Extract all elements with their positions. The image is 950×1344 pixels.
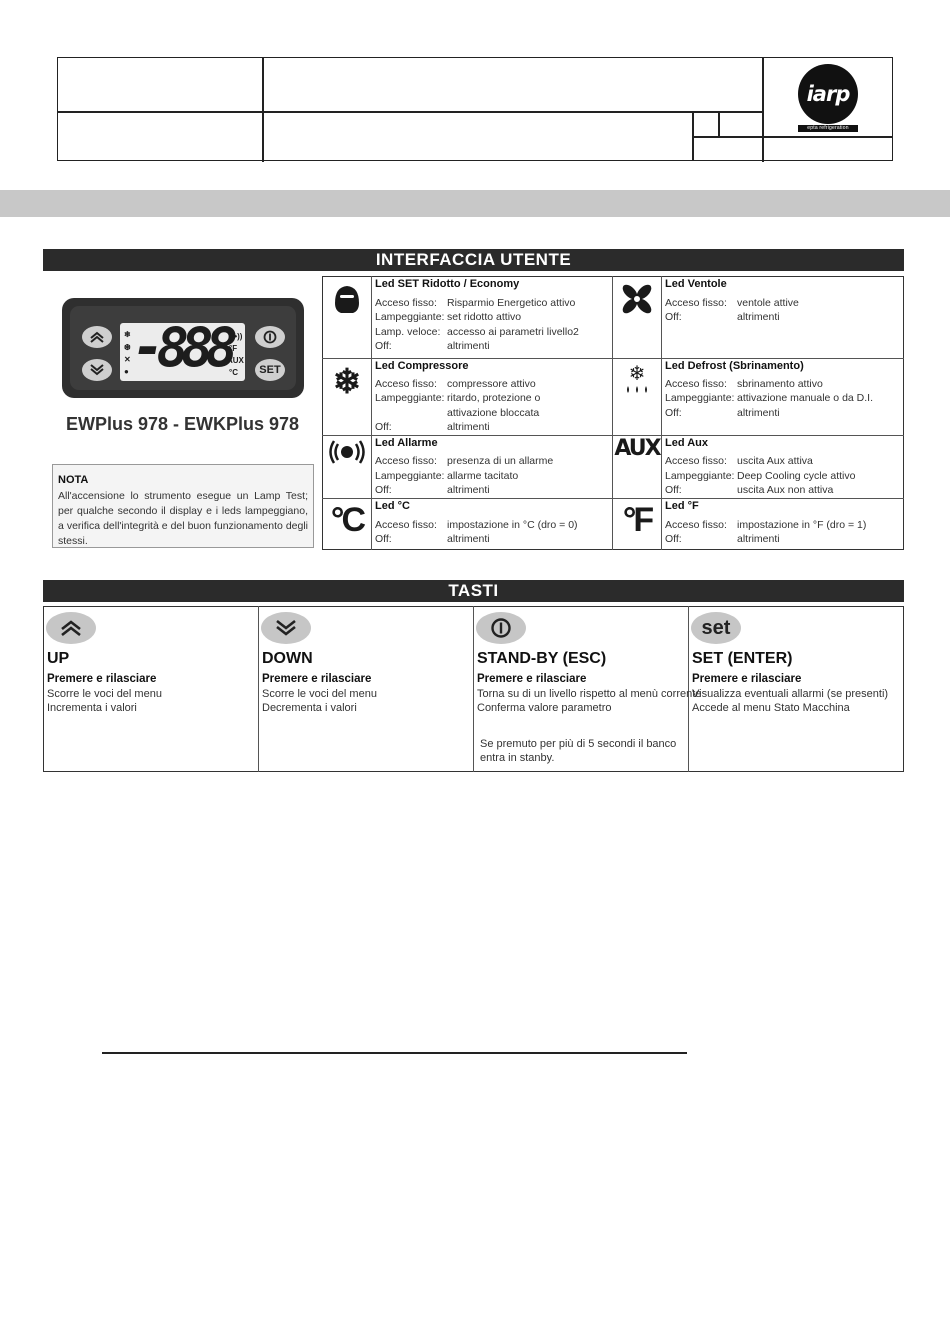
lcd-alarm-icon: ((•)): [229, 332, 243, 341]
economy-icon: [327, 279, 367, 319]
set-icon: set: [691, 612, 741, 644]
led-celsius-value: impostazione in °C (dro = 0): [447, 519, 578, 531]
key-standby-name: STAND-BY (ESC): [477, 650, 607, 667]
led-alarm-value: altrimenti: [447, 484, 490, 496]
led-compressor-value: attivazione bloccata: [447, 407, 540, 419]
key-up-name: UP: [47, 650, 70, 667]
led-table-row-divider-1: [322, 358, 904, 359]
horizontal-rule: [102, 1052, 687, 1054]
lcd-snowflake-icon: ❄: [124, 330, 131, 339]
key-standby-sub: Premere e rilasciare: [477, 673, 587, 685]
led-defrost-value: attivazione manuale o da D.I.: [737, 392, 873, 404]
keys-section-title: TASTI: [43, 580, 904, 602]
led-compressor-label: Off:: [375, 421, 392, 433]
led-fahrenheit-title: Led °F: [665, 500, 699, 512]
led-aux-value: Deep Cooling cycle attivo: [737, 470, 856, 482]
led-fan-value: altrimenti: [737, 311, 780, 323]
header-col-divider-4: [718, 111, 720, 136]
key-standby-line: Conferma valore parametro: [477, 702, 612, 714]
down-icon: [261, 612, 311, 644]
lcd-unit-f: °F: [229, 344, 238, 353]
led-alarm-label: Off:: [375, 484, 392, 496]
led-defrost-title: Led Defrost (Sbrinamento): [665, 360, 804, 372]
led-fahrenheit-value: altrimenti: [737, 533, 780, 545]
led-fahrenheit-label: Acceso fisso:: [665, 519, 727, 531]
led-aux-label: Lampeggiante:: [665, 470, 735, 482]
lcd-digits: -888: [132, 316, 231, 379]
key-down-name: DOWN: [262, 650, 313, 667]
header-col-divider-1: [262, 58, 264, 162]
led-defrost-label: Lampeggiante:: [665, 392, 735, 404]
led-economy-label: Lamp. veloce:: [375, 326, 441, 338]
device-model-name: EWPlus 978 - EWKPlus 978: [65, 414, 300, 434]
logo-tagline: epta refrigeration: [798, 125, 858, 132]
led-compressor-label: Acceso fisso:: [375, 378, 437, 390]
led-defrost-label: Off:: [665, 407, 682, 419]
grey-section-band: [0, 190, 950, 217]
led-fan-title: Led Ventole: [665, 278, 727, 290]
lcd-economy-icon: ●: [124, 367, 129, 376]
led-aux-value: uscita Aux non attiva: [737, 484, 834, 496]
key-down-line: Decrementa i valori: [262, 702, 357, 714]
key-set-line: Visualizza eventuali allarmi (se presenti): [692, 688, 889, 700]
key-down-sub: Premere e rilasciare: [262, 673, 372, 685]
key-set-name: SET (ENTER): [692, 650, 793, 667]
led-fan-value: ventole attive: [737, 297, 799, 309]
keys-divider-1: [258, 606, 259, 772]
lcd-unit-aux: AUX: [227, 356, 244, 365]
led-alarm-value: presenza di un allarme: [447, 455, 554, 467]
led-table-row-divider-2: [322, 435, 904, 436]
led-compressor-value: ritardo, protezione o: [447, 392, 541, 404]
aux-icon: AUX: [614, 435, 660, 461]
header-row-divider-2: [692, 136, 892, 138]
svg-text:❄: ❄: [628, 362, 646, 385]
led-fahrenheit-value: impostazione in °F (dro = 1): [737, 519, 867, 531]
led-alarm-label: Lampeggiante:: [375, 470, 445, 482]
key-standby-note: entra in stanby.: [480, 752, 555, 764]
led-table-icon-divider-left: [371, 276, 372, 550]
led-table-icon-divider-right: [661, 276, 662, 550]
key-standby-line: Torna su di un livello rispetto al menù corrente: [477, 688, 702, 700]
led-alarm-value: allarme tacitato: [447, 470, 519, 482]
led-economy-value: set ridotto attivo: [447, 311, 522, 323]
keys-divider-2: [473, 606, 474, 772]
led-economy-value: accesso ai parametri livello2: [447, 326, 579, 338]
key-up-line: Scorre le voci del menu: [47, 688, 162, 700]
power-icon: [476, 612, 526, 644]
led-defrost-value: sbrinamento attivo: [737, 378, 823, 390]
led-celsius-title: Led °C: [375, 500, 410, 512]
led-economy-label: Acceso fisso:: [375, 297, 437, 309]
led-fan-label: Acceso fisso:: [665, 297, 727, 309]
key-up-sub: Premere e rilasciare: [47, 673, 157, 685]
up-icon: [46, 612, 96, 644]
led-compressor-value: altrimenti: [447, 421, 490, 433]
key-standby-note: Se premuto per più di 5 secondi il banco: [480, 738, 677, 750]
led-compressor-value: compressore attivo: [447, 378, 536, 390]
fahrenheit-icon: °F: [622, 500, 652, 539]
led-aux-value: uscita Aux attiva: [737, 455, 813, 467]
iarp-logo: iarp: [798, 64, 858, 124]
led-celsius-label: Off:: [375, 533, 392, 545]
led-table-row-divider-3: [322, 498, 904, 499]
nota-text: All'accensione lo strumento esegue un Lamp Test; per qualche secondo il display e i leds lampeggiano, a verifica dell'integrità e del buon funzionamento degli stessi.: [58, 490, 308, 547]
nota-box: [52, 464, 314, 548]
led-fahrenheit-label: Off:: [665, 533, 682, 545]
led-celsius-label: Acceso fisso:: [375, 519, 437, 531]
led-aux-title: Led Aux: [665, 437, 708, 449]
fan-icon: [617, 279, 657, 319]
led-alarm-title: Led Allarme: [375, 437, 438, 449]
led-defrost-value: altrimenti: [737, 407, 780, 419]
document-header-table: [57, 57, 893, 161]
led-economy-title: Led SET Ridotto / Economy: [375, 278, 520, 290]
led-aux-label: Acceso fisso:: [665, 455, 727, 467]
led-defrost-label: Acceso fisso:: [665, 378, 727, 390]
interface-section-title: INTERFACCIA UTENTE: [43, 249, 904, 271]
header-row-divider: [58, 111, 763, 113]
celsius-icon: °C: [330, 500, 364, 539]
device-set-button: SET: [255, 359, 285, 381]
led-compressor-title: Led Compressore: [375, 360, 469, 372]
header-col-divider-2: [762, 58, 764, 162]
led-alarm-label: Acceso fisso:: [375, 455, 437, 467]
device-down-button: [82, 359, 112, 381]
led-aux-label: Off:: [665, 484, 682, 496]
led-celsius-value: altrimenti: [447, 533, 490, 545]
lcd-fan-icon: ✕: [124, 355, 131, 364]
led-economy-value: Risparmio Energetico attivo: [447, 297, 576, 309]
nota-title: NOTA: [58, 474, 89, 486]
led-fan-label: Off:: [665, 311, 682, 323]
key-set-sub: Premere e rilasciare: [692, 673, 802, 685]
defrost-icon: [617, 360, 657, 400]
led-compressor-label: Lampeggiante:: [375, 392, 445, 404]
lcd-unit-c: °C: [229, 368, 238, 377]
key-down-line: Scorre le voci del menu: [262, 688, 377, 700]
lcd-defrost-icon: ❆: [124, 343, 131, 352]
led-table-center-divider: [612, 276, 613, 550]
device-up-button: [82, 326, 112, 348]
led-economy-value: altrimenti: [447, 340, 490, 352]
key-set-line: Accede al menu Stato Macchina: [692, 702, 850, 714]
led-economy-label: Off:: [375, 340, 392, 352]
led-economy-label: Lampeggiante:: [375, 311, 445, 323]
key-up-line: Incrementa i valori: [47, 702, 137, 714]
alarm-icon: [327, 432, 367, 472]
device-power-button: [255, 326, 285, 348]
snowflake-icon: ❄: [332, 363, 362, 401]
